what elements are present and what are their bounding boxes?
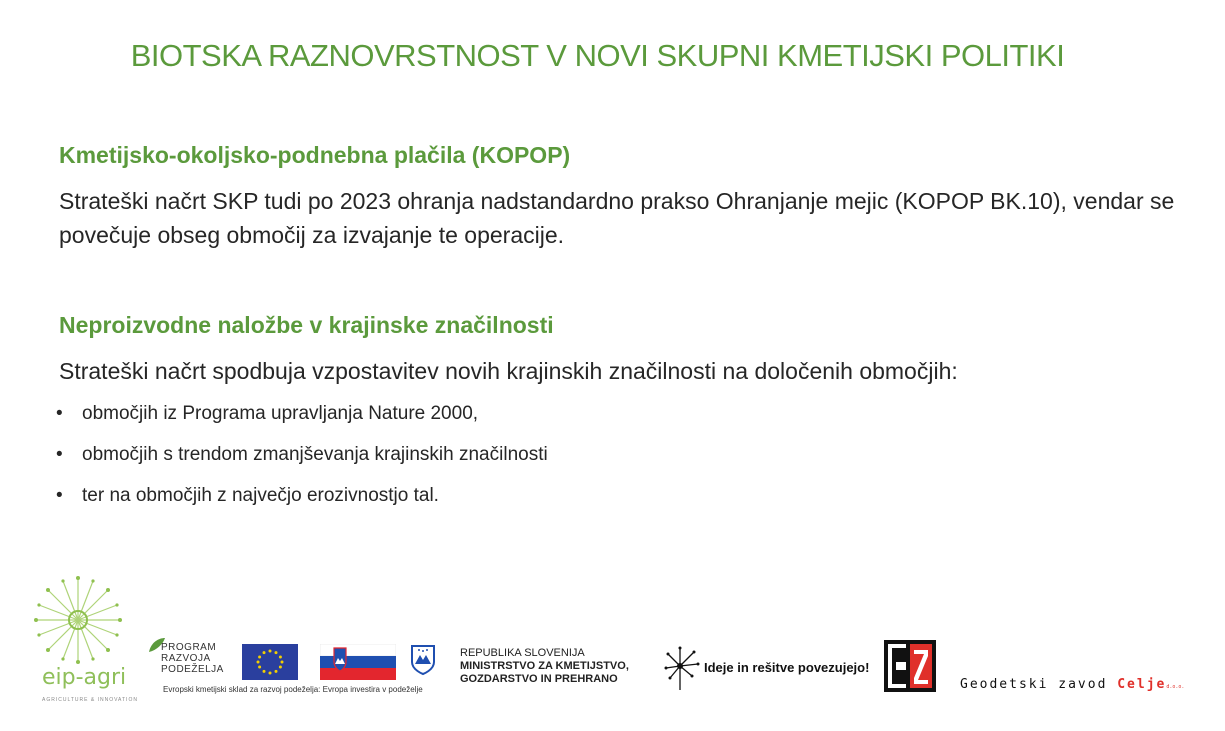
slovenia-flag: [320, 644, 396, 685]
ideje-slogan: Ideje in rešitve povezujejo!: [704, 660, 870, 675]
eip-agri-name: eip-agri: [42, 665, 127, 690]
coat-of-arms-icon: [410, 644, 436, 676]
bullet-item: • območjih iz Programa upravljanja Nature 2000,: [56, 403, 479, 424]
fund-note: Evropski kmetijski sklad za razvoj podeželja: Evropa investira v podeželje: [163, 685, 423, 694]
section-text-investments: Strateški načrt spodbuja vzpostavitev novih krajinskih značilnosti na določenih območjih:: [59, 358, 958, 384]
program-razvoja-logo: [147, 636, 242, 686]
bullet-item: • ter na območjih z največjo erozivnostjo tal.: [56, 485, 439, 506]
gz-mark-icon: [884, 640, 936, 692]
coat-of-arms: [410, 644, 436, 681]
section-heading-kopop: Kmetijsko-okoljsko-podnebna plačila (KOPOP): [59, 142, 571, 168]
eu-flag: [242, 644, 298, 685]
program-text: PROGRAM RAZVOJA PODEŽELJA: [161, 642, 224, 675]
gz-logo: [884, 640, 936, 697]
ideje-logo: [662, 644, 870, 697]
bullet-item: • območjih s trendom zmanjševanja krajinskih značilnosti: [56, 444, 548, 465]
slovenia-flag-icon: [320, 644, 396, 680]
section-text-kopop: Strateški načrt SKP tudi po 2023 ohranja nadstandardno prakso Ohranjanje mejic (KOPOP BK.10), vendar se povečuje obseg območij za izvajanje te operacije.: [59, 188, 1175, 248]
gz-name: Geodetski zavod Celjed.o.o.: [960, 677, 1185, 692]
eu-flag-icon: [242, 644, 298, 680]
dandelion-icon: [662, 644, 702, 692]
bullet-list: [56, 400, 548, 523]
eip-agri-logo: [28, 575, 138, 705]
eip-agri-burst-icon: [28, 575, 128, 665]
slide-title: BIOTSKA RAZNOVRSTNOST V NOVI SKUPNI KMETIJSKI POLITIKI: [130, 38, 1065, 73]
section-heading-investments: Neproizvodne naložbe v krajinske značilnosti: [59, 312, 554, 338]
ministry-logo: REPUBLIKA SLOVENIJA MINISTRSTVO ZA KMETIJSTVO, GOZDARSTVO IN PREHRANO: [460, 647, 629, 685]
eip-agri-tagline: AGRICULTURE & INNOVATION: [42, 697, 138, 703]
